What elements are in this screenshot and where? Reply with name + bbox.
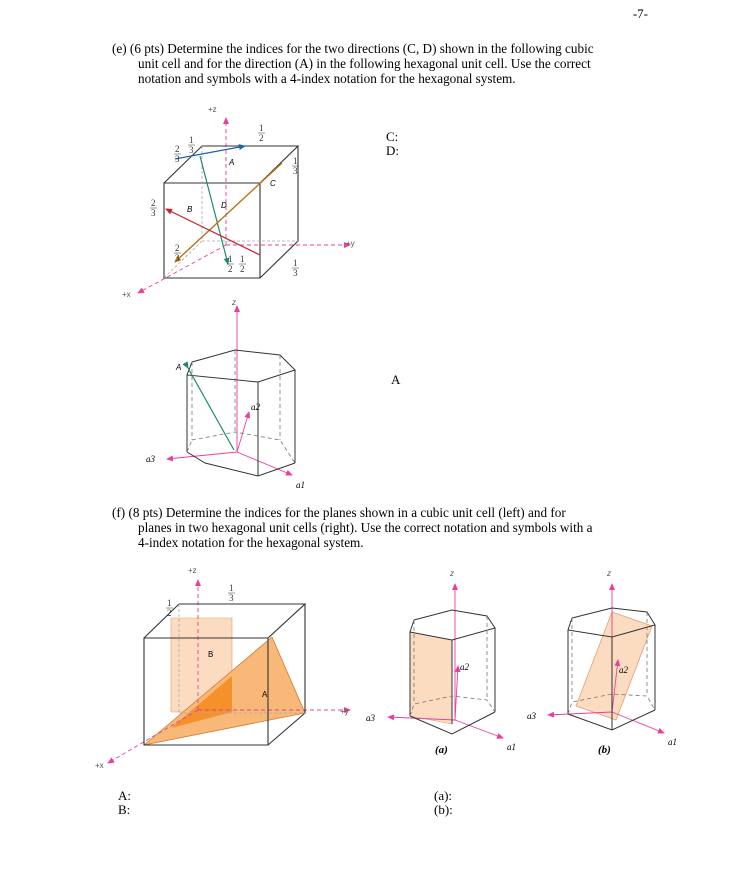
hex-b-a2-label: a2 [619, 665, 628, 675]
cube1-label-b: B [187, 205, 193, 214]
answer-plane-b-label: B: [118, 802, 131, 817]
hex-b-a1-axis [612, 712, 664, 733]
svg-text:2: 2 [228, 264, 233, 274]
direction-b-vector [166, 209, 260, 255]
hex-a-a3-label: a3 [366, 713, 375, 723]
svg-text:2: 2 [240, 264, 245, 274]
answer-hex-a-label: (a): [434, 788, 453, 803]
cube2-label-a: A [262, 690, 268, 699]
hex-b-caption: (b) [598, 744, 611, 756]
svg-text:1: 1 [167, 598, 172, 608]
answer-d-label: D: [386, 143, 399, 158]
part-f-line-1: (f) (8 pts) Determine the indices for the planes shown in a cubic unit cell (left) and for [112, 505, 566, 520]
part-e-line-2: unit cell and for the direction (A) in the following hexagonal unit cell. Use the correct [138, 56, 591, 71]
svg-text:2: 2 [175, 144, 180, 154]
hex1-hidden-edges [187, 350, 295, 463]
hex1-a2-label: a2 [251, 402, 260, 412]
hex-a-a1-label: a1 [507, 742, 516, 752]
part-e-line-3: notation and symbols with a 4-index notation for the hexagonal system. [138, 71, 516, 86]
answer-plane-a-label: A: [118, 788, 131, 803]
hex-b-a1-label: a1 [668, 737, 677, 747]
cube2-z-label: +z [188, 566, 197, 575]
cube1-label-d: D [221, 201, 227, 210]
part-e-line-1: (e) (6 pts) Determine the indices for the two directions (C, D) shown in the following cubic [112, 41, 594, 56]
svg-text:2: 2 [259, 133, 264, 143]
cube2-fractions [166, 583, 235, 618]
cubic-planes-figure [95, 566, 350, 770]
direction-a-vector [200, 156, 228, 264]
part-f-line-3: 4-index notation for the hexagonal system. [138, 535, 364, 550]
hex-b-a3-label: a3 [527, 711, 536, 721]
hex1-a3-axis [167, 452, 237, 459]
svg-text:3: 3 [175, 253, 180, 263]
hex1-a1-label: a1 [296, 480, 305, 490]
svg-text:1: 1 [293, 156, 298, 166]
svg-text:2: 2 [151, 198, 156, 208]
z-axis-label: +z [208, 105, 217, 114]
hex-a-caption: (a) [435, 744, 448, 756]
svg-text:1: 1 [259, 123, 264, 133]
hexagonal-plane-a-figure [366, 569, 516, 756]
hex-a-a2-label: a2 [460, 662, 469, 672]
answer-c-label: C: [386, 129, 399, 144]
cubic-directions-figure [122, 105, 355, 299]
hex-b-shaded-plane [576, 612, 652, 720]
cube2-y-label: +y [340, 707, 349, 716]
hex1-a2-axis [237, 412, 249, 452]
svg-text:2: 2 [175, 243, 180, 253]
cube2-x-label: +x [95, 761, 104, 770]
hex1-z-label: z [232, 298, 236, 307]
cube1-label-a: A [229, 158, 235, 167]
hex-a-shaded-plane [410, 632, 452, 724]
svg-text:1: 1 [229, 583, 234, 593]
answer-hex-b-label: (b): [434, 802, 453, 817]
y-axis-label: +y [346, 239, 355, 248]
hex1-a1-axis [237, 452, 292, 475]
svg-text:3: 3 [175, 154, 180, 164]
x-axis-label: +x [122, 290, 131, 299]
page-number: -7- [632, 6, 648, 21]
svg-text:2: 2 [167, 608, 172, 618]
hexagonal-plane-b-figure [527, 569, 677, 756]
direction-d-vector [175, 146, 245, 159]
svg-text:3: 3 [293, 166, 298, 176]
answer-a-label: A [391, 372, 401, 387]
cube1-label-c: C [270, 179, 276, 188]
svg-text:1: 1 [189, 135, 194, 145]
svg-text:3: 3 [229, 593, 234, 603]
x-axis-arrow [138, 245, 226, 293]
hex1-label-a: A [176, 363, 182, 372]
hex-a-z-label: z [450, 569, 454, 578]
hex1-a3-label: a3 [146, 454, 155, 464]
part-f-line-2: planes in two hexagonal unit cells (right). Use the correct notation and symbols with a [138, 520, 593, 535]
hex1-edges [187, 350, 295, 476]
svg-text:1: 1 [293, 258, 298, 268]
cube2-label-b: B [208, 650, 214, 659]
svg-text:1: 1 [240, 254, 245, 264]
svg-text:3: 3 [189, 145, 194, 155]
hex1-direction-a-vector [188, 368, 234, 450]
svg-text:1: 1 [228, 254, 233, 264]
svg-text:3: 3 [151, 208, 156, 218]
hex-b-z-label: z [607, 569, 611, 578]
svg-text:3: 3 [293, 268, 298, 278]
hexagonal-direction-figure [146, 298, 305, 490]
